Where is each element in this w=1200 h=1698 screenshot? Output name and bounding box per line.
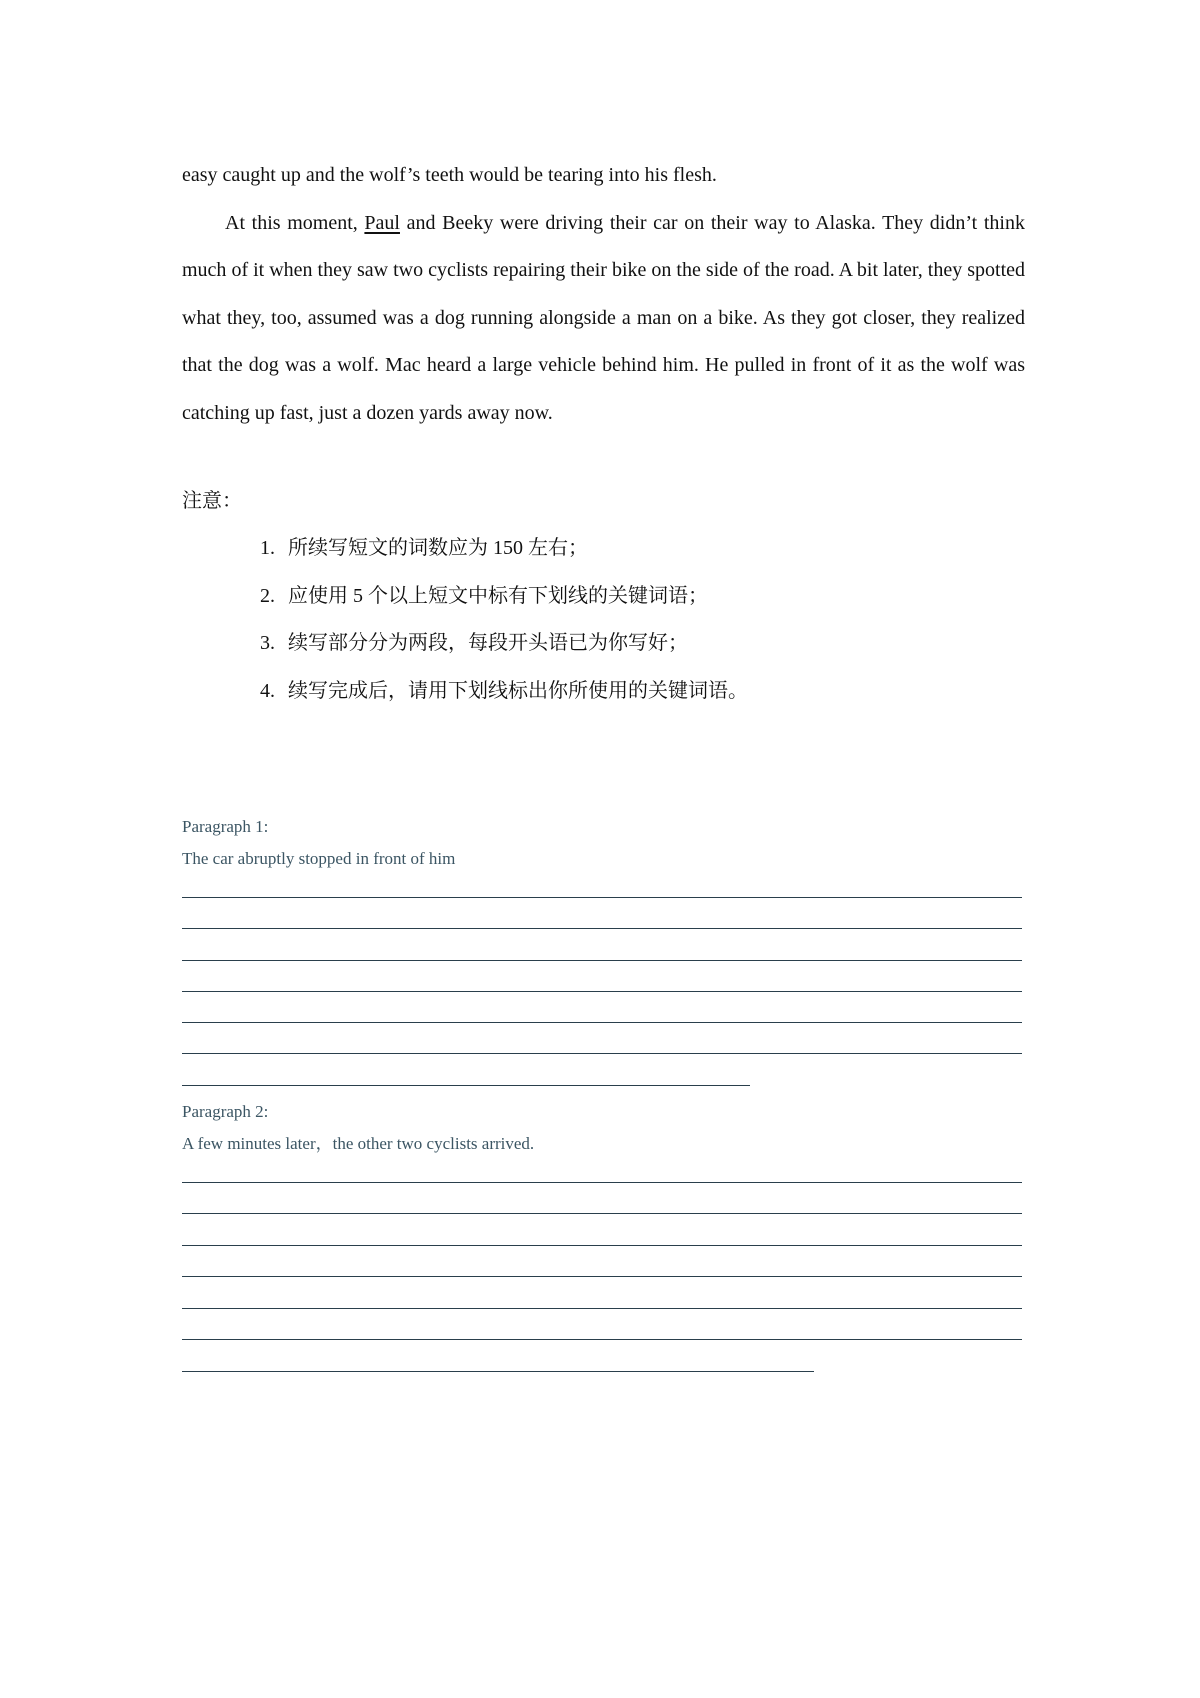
answer-line[interactable] [182, 1182, 1022, 1183]
paragraph2-lead: A few minutes later，the other two cyclists arrived. [182, 1134, 535, 1153]
note-item [260, 581, 748, 629]
answer-line[interactable] [182, 991, 1022, 992]
note-text: 所续写短文的词数应为 150 左右； [288, 537, 588, 559]
answer-line[interactable] [182, 1022, 1022, 1023]
note-number: 1. [260, 537, 275, 559]
answer-line[interactable] [182, 1053, 1022, 1054]
notes-title: 注意： [182, 490, 242, 512]
notes-list [260, 533, 748, 723]
answer-line-short[interactable] [182, 1371, 814, 1372]
note-item [260, 628, 748, 676]
note-text: 续写部分分为两段，每段开头语已为你写好； [288, 632, 688, 654]
note-number: 2. [260, 584, 275, 607]
note-number: 4. [260, 679, 275, 702]
paragraph1-label: Paragraph 1: [182, 817, 269, 836]
answer-line[interactable] [182, 897, 1022, 898]
answer-line[interactable] [182, 960, 1022, 961]
answer-line[interactable] [182, 1276, 1022, 1277]
answer-line[interactable] [182, 1213, 1022, 1214]
story-text [182, 152, 1025, 437]
answer-line[interactable] [182, 1245, 1022, 1246]
story-paragraph [182, 200, 1025, 438]
note-item [260, 676, 748, 724]
paragraph1-lead: The car abruptly stopped in front of him [182, 849, 456, 868]
answer-line-short[interactable] [182, 1085, 750, 1086]
note-item [260, 533, 748, 581]
answer-line[interactable] [182, 1308, 1022, 1309]
answer-line[interactable] [182, 928, 1022, 929]
note-text: 应使用 5 个以上短文中标有下划线的关键词语； [288, 584, 708, 607]
note-number: 3. [260, 632, 275, 654]
keyword-underlined: Paul [364, 211, 400, 234]
story-paragraph-start: At this moment, [225, 211, 365, 234]
paragraph2-label: Paragraph 2: [182, 1102, 269, 1121]
answer-line[interactable] [182, 1339, 1022, 1340]
note-text: 续写完成后，请用下划线标出你所使用的关键词语。 [288, 679, 748, 702]
story-line-continuation: easy caught up and the wolf’s teeth would be tearing into his flesh. [182, 164, 717, 186]
story-paragraph-rest: and Beeky were driving their car on their way to Alaska. They didn’t think much of it when they saw two cyclists repairing their bike on the side of the road. A bit later, they spotted what they, too, assumed was a dog running alongside a man on a bike. As they got closer, they realized that the dog was a wolf. Mac heard a large vehicle behind him. He pulled in front of it as the wolf was catching up fast, just a dozen yards away now. [182, 211, 1025, 424]
